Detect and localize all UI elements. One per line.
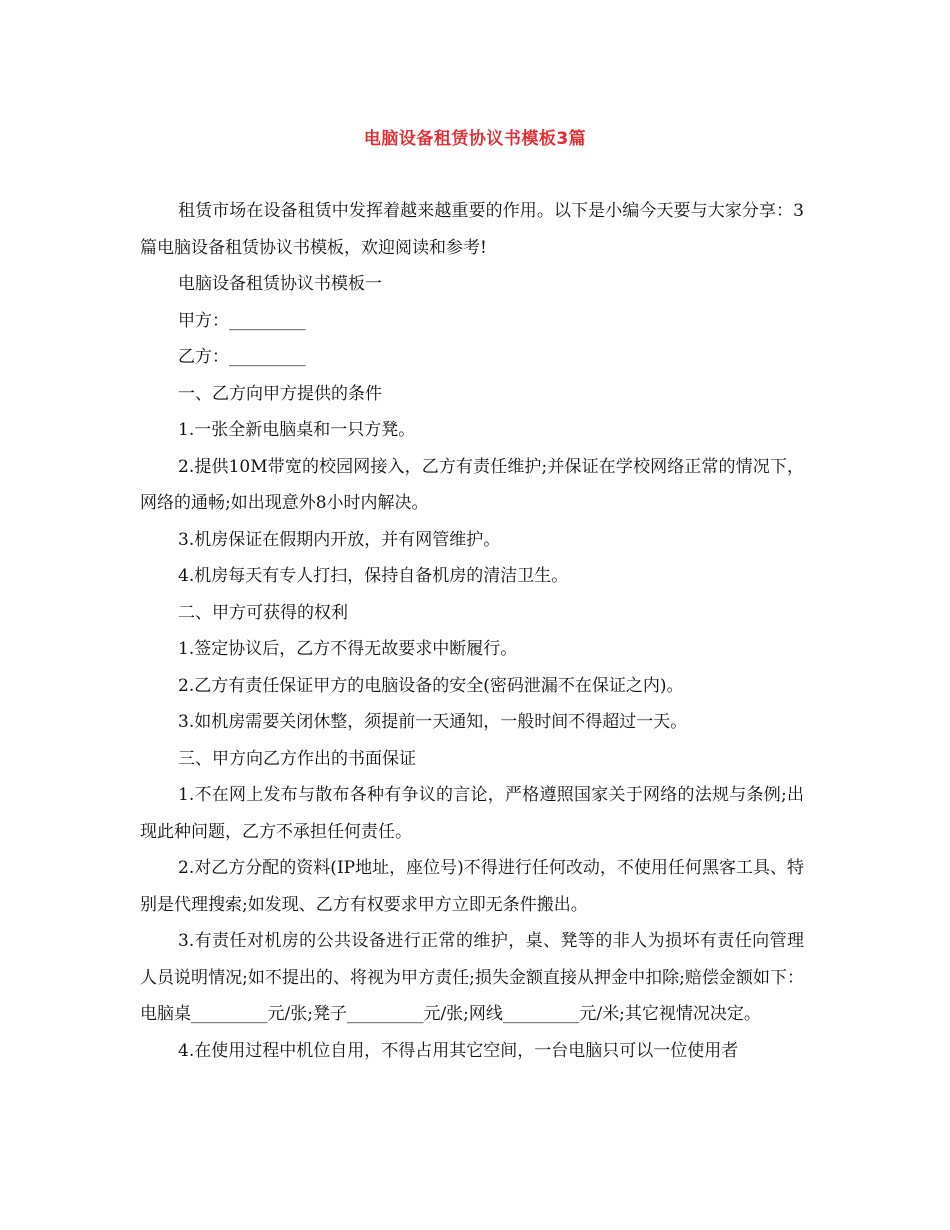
document-body (140, 193, 804, 1069)
clause-heading: 三、甲方向乙方作出的书面保证 (178, 748, 416, 769)
section-heading: 电脑设备租赁协议书模板一 (178, 274, 382, 294)
clause-item: 2.提供10M带宽的校园网接入，乙方有责任维护;并保证在学校网络正常的情况下，网络的通畅;如出现意外8小时内解决。 (140, 456, 804, 513)
clause-item: 1.不在网上发布与散布各种有争议的言论，严格遵照国家关于网络的法规与条例;出现此种问题，乙方不承担任何责任。 (140, 785, 804, 842)
clause-item: 3.机房保证在假期内开放，并有网管维护。 (178, 529, 501, 550)
clause-heading: 一、乙方向甲方提供的条件 (178, 383, 382, 404)
clause-heading: 二、甲方可获得的权利 (178, 602, 348, 623)
clause-item: 2.乙方有责任保证甲方的电脑设备的安全(密码泄漏不在保证之内)。 (178, 675, 684, 696)
party-a-line: 甲方：_________ (178, 310, 306, 331)
clause-item: 1.签定协议后，乙方不得无故要求中断履行。 (178, 639, 518, 659)
clause-item: 4.在使用过程中机位自用，不得占用其它空间，一台电脑只可以一位使用者 (178, 1040, 739, 1061)
document-title: 电脑设备租赁协议书模板3篇 (363, 129, 587, 149)
clause-item: 1.一张全新电脑桌和一只方凳。 (178, 420, 416, 440)
clause-item: 4.机房每天有专人打扫，保持自备机房的清洁卫生。 (178, 566, 569, 586)
intro-paragraph: 租赁市场在设备租赁中发挥着越来越重要的作用。以下是小编今天要与大家分享：3篇电脑设备租赁协议书模板，欢迎阅读和参考! (140, 201, 804, 258)
clause-item: 3.有责任对机房的公共设备进行正常的维护，桌、凳等的非人为损坏有责任向管理人员说明情况;如不提出的、将视为甲方责任;损失金额直接从押金中扣除;赔偿金额如下：电脑桌_________元/张;凳子_________元/张;网线_________元/米;其它视情况决定。 (140, 931, 804, 1024)
party-b-line: 乙方：_________ (178, 347, 306, 367)
clause-item: 2.对乙方分配的资料(IP地址，座位号)不得进行任何改动，不使用任何黑客工具、特别是代理搜索;如发现、乙方有权要求甲方立即无条件搬出。 (140, 858, 804, 915)
clause-item: 3.如机房需要关闭休整，须提前一天通知，一般时间不得超过一天。 (178, 712, 688, 732)
